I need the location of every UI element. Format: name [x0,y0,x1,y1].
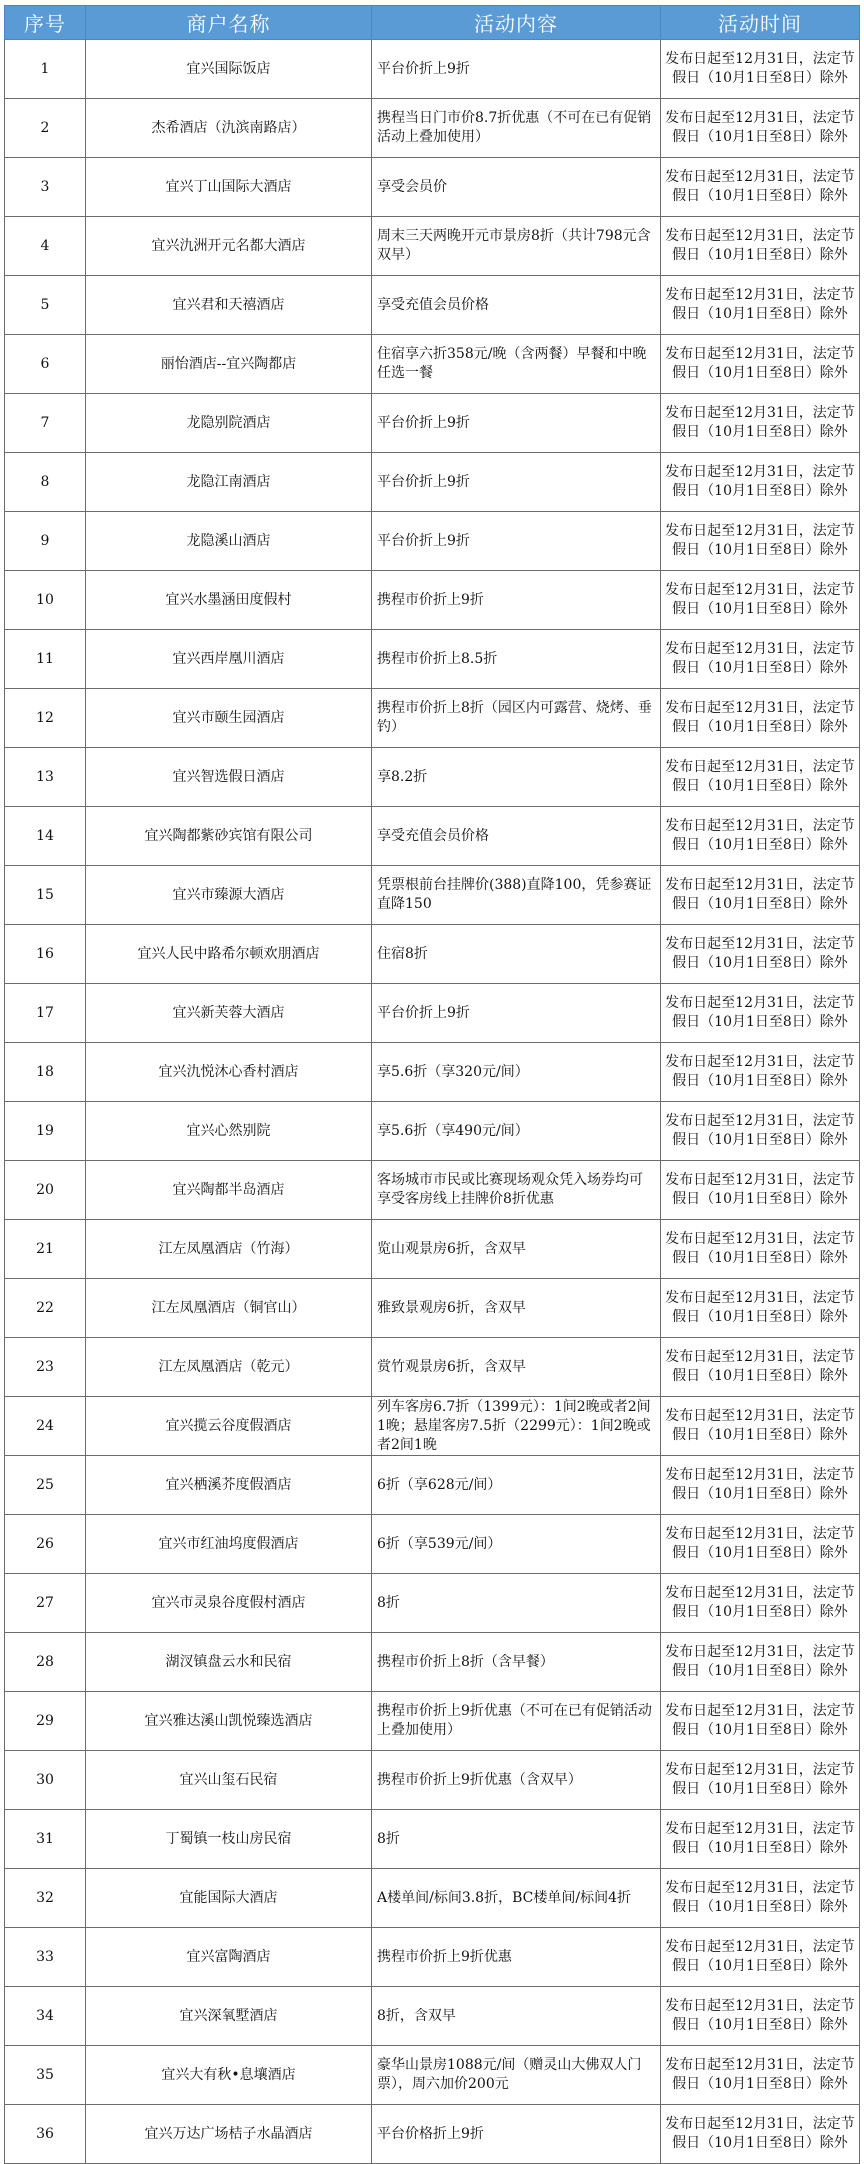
table-row [5,984,860,1043]
row-serial: 26 [5,1515,86,1574]
activity-content: 6折（享539元/间） [372,1515,661,1574]
row-serial: 29 [5,1692,86,1751]
table-row [5,571,860,630]
activity-time: 发布日起至12月31日，法定节假日（10月1日至8日）除外 [661,1987,860,2046]
activity-content: A楼单间/标间3.8折，BC楼单间/标间4折 [372,1869,661,1928]
row-serial: 14 [5,807,86,866]
activity-time: 发布日起至12月31日，法定节假日（10月1日至8日）除外 [661,335,860,394]
table-row [5,807,860,866]
activity-content: 6折（享628元/间） [372,1456,661,1515]
activity-content: 享5.6折（享320元/间） [372,1043,661,1102]
table-row [5,1338,860,1397]
merchant-name: 宜兴水墨涵田度假村 [86,571,372,630]
activity-time: 发布日起至12月31日，法定节假日（10月1日至8日）除外 [661,1928,860,1987]
merchant-name: 江左凤凰酒店（铜官山） [86,1279,372,1338]
row-serial: 18 [5,1043,86,1102]
row-serial: 11 [5,630,86,689]
merchant-name: 宜兴山玺石民宿 [86,1751,372,1810]
header-row [5,6,860,40]
activity-time: 发布日起至12月31日，法定节假日（10月1日至8日）除外 [661,453,860,512]
table-row [5,1928,860,1987]
merchant-name: 宜兴心然别院 [86,1102,372,1161]
table-row [5,1043,860,1102]
activity-content: 雅致景观房6折，含双早 [372,1279,661,1338]
table-row [5,1633,860,1692]
merchant-name: 龙隐别院酒店 [86,394,372,453]
activity-content: 平台价折上9折 [372,512,661,571]
activity-time: 发布日起至12月31日，法定节假日（10月1日至8日）除外 [661,1456,860,1515]
merchant-name: 宜兴栖溪芥度假酒店 [86,1456,372,1515]
merchant-name: 龙隐江南酒店 [86,453,372,512]
table-row [5,748,860,807]
row-serial: 34 [5,1987,86,2046]
row-serial: 27 [5,1574,86,1633]
table-row [5,1692,860,1751]
activity-time: 发布日起至12月31日，法定节假日（10月1日至8日）除外 [661,1574,860,1633]
activity-time: 发布日起至12月31日，法定节假日（10月1日至8日）除外 [661,2046,860,2105]
row-serial: 21 [5,1220,86,1279]
table-row [5,1102,860,1161]
header-serial: 序号 [5,6,86,40]
activity-content: 携程当日门市价8.7折优惠（不可在已有促销活动上叠加使用） [372,99,661,158]
row-serial: 22 [5,1279,86,1338]
merchant-name: 宜兴揽云谷度假酒店 [86,1397,372,1456]
row-serial: 19 [5,1102,86,1161]
activity-content: 享受会员价 [372,158,661,217]
row-serial: 15 [5,866,86,925]
activity-content: 8折 [372,1810,661,1869]
header-activity-content: 活动内容 [372,6,661,40]
activity-time: 发布日起至12月31日，法定节假日（10月1日至8日）除外 [661,1869,860,1928]
row-serial: 28 [5,1633,86,1692]
activity-time: 发布日起至12月31日，法定节假日（10月1日至8日）除外 [661,158,860,217]
row-serial: 7 [5,394,86,453]
row-serial: 1 [5,40,86,99]
activity-content: 豪华山景房1088元/间（赠灵山大佛双人门票），周六加价200元 [372,2046,661,2105]
merchant-name: 宜兴市红油坞度假酒店 [86,1515,372,1574]
activity-content: 享8.2折 [372,748,661,807]
activity-time: 发布日起至12月31日，法定节假日（10月1日至8日）除外 [661,40,860,99]
table-row [5,512,860,571]
activity-content: 周末三天两晚开元市景房8折（共计798元含双早） [372,217,661,276]
merchant-name: 宜兴氿悦沐心香村酒店 [86,1043,372,1102]
header-merchant-name: 商户名称 [86,6,372,40]
activity-content: 平台价折上9折 [372,453,661,512]
table-row [5,99,860,158]
row-serial: 30 [5,1751,86,1810]
table-row [5,925,860,984]
table-row [5,2105,860,2164]
table-row [5,217,860,276]
activity-content: 客场城市市民或比赛现场观众凭入场券均可享受客房线上挂牌价8折优惠 [372,1161,661,1220]
row-serial: 13 [5,748,86,807]
merchant-name: 江左凤凰酒店（竹海） [86,1220,372,1279]
merchant-name: 丁蜀镇一枝山房民宿 [86,1810,372,1869]
row-serial: 17 [5,984,86,1043]
merchant-name: 宜兴雅达溪山凯悦臻选酒店 [86,1692,372,1751]
activity-content: 8折，含双早 [372,1987,661,2046]
row-serial: 8 [5,453,86,512]
activity-time: 发布日起至12月31日，法定节假日（10月1日至8日）除外 [661,1338,860,1397]
activity-content: 享受充值会员价格 [372,807,661,866]
merchant-name: 宜兴市臻源大酒店 [86,866,372,925]
activity-content: 携程市价折上9折优惠 [372,1928,661,1987]
activity-time: 发布日起至12月31日，法定节假日（10月1日至8日）除外 [661,748,860,807]
row-serial: 16 [5,925,86,984]
table-row [5,689,860,748]
activity-time: 发布日起至12月31日，法定节假日（10月1日至8日）除外 [661,571,860,630]
row-serial: 3 [5,158,86,217]
activity-time: 发布日起至12月31日，法定节假日（10月1日至8日）除外 [661,925,860,984]
activity-time: 发布日起至12月31日，法定节假日（10月1日至8日）除外 [661,1161,860,1220]
activity-time: 发布日起至12月31日，法定节假日（10月1日至8日）除外 [661,512,860,571]
activity-time: 发布日起至12月31日，法定节假日（10月1日至8日）除外 [661,2105,860,2164]
merchant-name: 宜兴万达广场桔子水晶酒店 [86,2105,372,2164]
row-serial: 25 [5,1456,86,1515]
table-row [5,1515,860,1574]
table-row [5,1810,860,1869]
activity-content: 携程市价折上8折（园区内可露营、烧烤、垂钓） [372,689,661,748]
activity-time: 发布日起至12月31日，法定节假日（10月1日至8日）除外 [661,984,860,1043]
activity-content: 住宿享六折358元/晚（含两餐）早餐和中晚任选一餐 [372,335,661,394]
table-row [5,866,860,925]
activity-time: 发布日起至12月31日，法定节假日（10月1日至8日）除外 [661,1515,860,1574]
activity-content: 携程市价折上9折 [372,571,661,630]
activity-time: 发布日起至12月31日，法定节假日（10月1日至8日）除外 [661,1279,860,1338]
merchant-name: 宜兴新芙蓉大酒店 [86,984,372,1043]
row-serial: 36 [5,2105,86,2164]
merchant-name: 宜兴陶都紫砂宾馆有限公司 [86,807,372,866]
table-row [5,2046,860,2105]
merchant-name: 宜兴丁山国际大酒店 [86,158,372,217]
activity-time: 发布日起至12月31日，法定节假日（10月1日至8日）除外 [661,630,860,689]
activity-content: 携程市价折上8.5折 [372,630,661,689]
activity-time: 发布日起至12月31日，法定节假日（10月1日至8日）除外 [661,1043,860,1102]
activity-content: 住宿8折 [372,925,661,984]
merchant-name: 宜兴君和天禧酒店 [86,276,372,335]
activity-content: 携程市价折上9折优惠（含双早） [372,1751,661,1810]
merchant-name: 宜兴智选假日酒店 [86,748,372,807]
activity-content: 平台价折上9折 [372,40,661,99]
table-row [5,1751,860,1810]
row-serial: 33 [5,1928,86,1987]
activity-content: 赏竹观景房6折，含双早 [372,1338,661,1397]
merchant-name: 宜兴人民中路希尔顿欢朋酒店 [86,925,372,984]
table-row [5,1987,860,2046]
merchant-name: 湖汊镇盘云水和民宿 [86,1633,372,1692]
row-serial: 12 [5,689,86,748]
activity-time: 发布日起至12月31日，法定节假日（10月1日至8日）除外 [661,217,860,276]
merchant-name: 宜兴国际饭店 [86,40,372,99]
activity-time: 发布日起至12月31日，法定节假日（10月1日至8日）除外 [661,99,860,158]
merchant-name: 宜能国际大酒店 [86,1869,372,1928]
row-serial: 35 [5,2046,86,2105]
activity-content: 平台价折上9折 [372,394,661,453]
activity-content: 享受充值会员价格 [372,276,661,335]
merchant-name: 宜兴深氧墅酒店 [86,1987,372,2046]
merchant-name: 宜兴陶都半岛酒店 [86,1161,372,1220]
table-row [5,1574,860,1633]
activity-content: 享5.6折（享490元/间） [372,1102,661,1161]
merchant-name: 江左凤凰酒店（乾元） [86,1338,372,1397]
merchant-name: 龙隐溪山酒店 [86,512,372,571]
activity-time: 发布日起至12月31日，法定节假日（10月1日至8日）除外 [661,1220,860,1279]
merchant-name: 丽怡酒店--宜兴陶都店 [86,335,372,394]
table-row [5,1397,860,1456]
merchant-name: 杰希酒店（氿滨南路店） [86,99,372,158]
merchant-name: 宜兴市颐生园酒店 [86,689,372,748]
row-serial: 23 [5,1338,86,1397]
table-row [5,1161,860,1220]
activity-time: 发布日起至12月31日，法定节假日（10月1日至8日）除外 [661,807,860,866]
row-serial: 32 [5,1869,86,1928]
activity-time: 发布日起至12月31日，法定节假日（10月1日至8日）除外 [661,1102,860,1161]
table-row [5,394,860,453]
table-row [5,335,860,394]
row-serial: 4 [5,217,86,276]
table-row [5,1869,860,1928]
merchant-name: 宜兴氿洲开元名都大酒店 [86,217,372,276]
merchant-name: 宜兴富陶酒店 [86,1928,372,1987]
row-serial: 6 [5,335,86,394]
activity-content: 凭票根前台挂牌价(388)直降100，凭参赛证直降150 [372,866,661,925]
activity-content: 平台价折上9折 [372,984,661,1043]
row-serial: 24 [5,1397,86,1456]
row-serial: 20 [5,1161,86,1220]
table-row [5,40,860,99]
activity-time: 发布日起至12月31日，法定节假日（10月1日至8日）除外 [661,1633,860,1692]
activity-content: 携程市价折上8折（含早餐） [372,1633,661,1692]
header-activity-time: 活动时间 [661,6,860,40]
merchant-promotion-table [4,5,860,2164]
promo-table-container [4,5,859,2164]
row-serial: 2 [5,99,86,158]
merchant-name: 宜兴市灵泉谷度假村酒店 [86,1574,372,1633]
table-row [5,453,860,512]
activity-time: 发布日起至12月31日，法定节假日（10月1日至8日）除外 [661,689,860,748]
activity-time: 发布日起至12月31日，法定节假日（10月1日至8日）除外 [661,1810,860,1869]
table-row [5,1279,860,1338]
table-row [5,1220,860,1279]
activity-time: 发布日起至12月31日，法定节假日（10月1日至8日）除外 [661,394,860,453]
row-serial: 5 [5,276,86,335]
table-row [5,1456,860,1515]
activity-time: 发布日起至12月31日，法定节假日（10月1日至8日）除外 [661,1397,860,1456]
activity-content: 平台价格折上9折 [372,2105,661,2164]
activity-time: 发布日起至12月31日，法定节假日（10月1日至8日）除外 [661,276,860,335]
activity-content: 列车客房6.7折（1399元）：1间2晚或者2间1晚；悬崖客房7.5折（2299元）：1间2晚或者2间1晚 [372,1397,661,1456]
merchant-name: 宜兴西岸凰川酒店 [86,630,372,689]
activity-time: 发布日起至12月31日，法定节假日（10月1日至8日）除外 [661,1692,860,1751]
activity-content: 览山观景房6折，含双早 [372,1220,661,1279]
activity-time: 发布日起至12月31日，法定节假日（10月1日至8日）除外 [661,866,860,925]
table-row [5,158,860,217]
table-row [5,630,860,689]
table-row [5,276,860,335]
row-serial: 31 [5,1810,86,1869]
activity-content: 8折 [372,1574,661,1633]
row-serial: 10 [5,571,86,630]
activity-time: 发布日起至12月31日，法定节假日（10月1日至8日）除外 [661,1751,860,1810]
row-serial: 9 [5,512,86,571]
activity-content: 携程市价折上9折优惠（不可在已有促销活动上叠加使用） [372,1692,661,1751]
merchant-name: 宜兴大有秋•息壤酒店 [86,2046,372,2105]
